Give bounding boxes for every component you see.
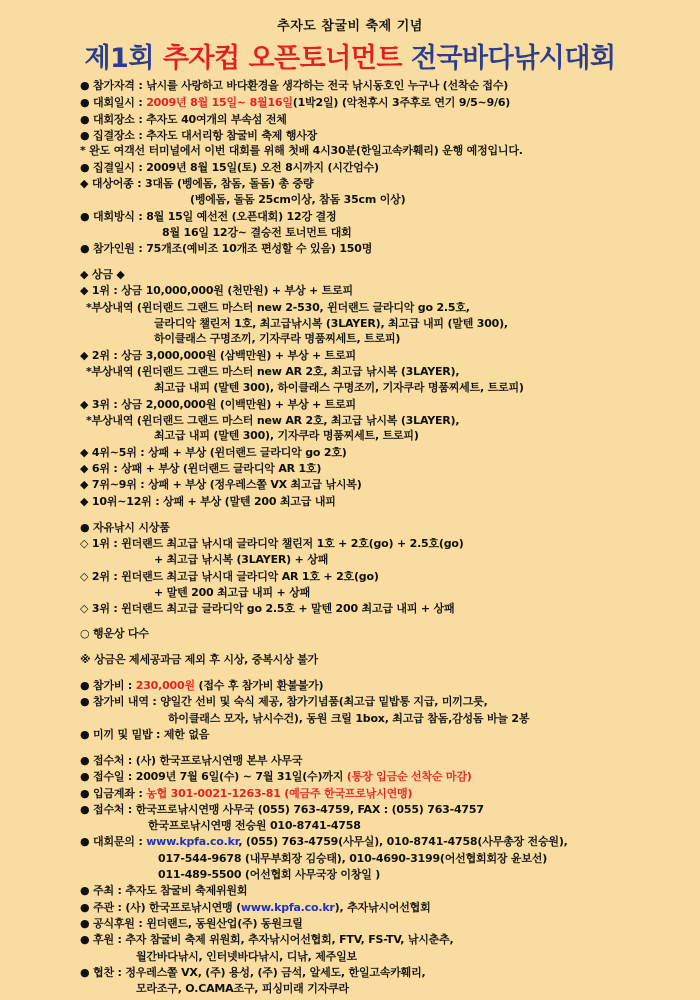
info-line — [154, 428, 419, 444]
info-line-segment: 월간바다낚시, 인터넷바다낚시, 디낚, 제주일보 — [136, 950, 357, 963]
info-line-segment: ◆ 7위~9위 : 상패 + 부상 (정우레스쫄 VX 최고급 낚시복) — [80, 478, 362, 491]
info-line — [80, 494, 336, 510]
info-line-segment: ◆ 4위~5위 : 상패 + 부상 (윈더랜드 글라디악 go 2호) — [80, 446, 347, 459]
info-line — [80, 143, 523, 159]
info-line-segment: *부상내역 (윈더랜드 그랜드 마스터 new AR 2호, 최고급 낚시복 (3LAYER), — [86, 414, 460, 427]
info-line-segment: ● 집결장소 : 추자도 대서리항 참굴비 축제 행사장 — [80, 129, 318, 142]
info-line-segment: ● 참가인원 : 75개조(예비조 10개조 편성할 수 있음) 150명 — [80, 242, 373, 255]
info-line-segment: 017-544-9678 (내무부회장 김승태), 010-4690-3199(어선협회회장 윤보선) — [158, 852, 548, 865]
info-line-segment: ※ 상금은 제세공과금 제외 후 시상, 중복시상 불가 — [80, 653, 318, 666]
info-line-segment: ◆ 3위 : 상금 2,000,000원 (이백만원) + 부상 + 트로피 — [80, 398, 356, 411]
info-line — [80, 128, 317, 144]
info-line — [80, 652, 318, 668]
info-line — [154, 380, 524, 396]
info-line-segment: ● 대회문의 : — [80, 835, 147, 848]
info-line — [80, 78, 508, 94]
title-part-1: 제1회 — [84, 43, 163, 74]
info-line — [80, 727, 209, 743]
info-line-segment: *부상내역 (윈더랜드 그랜드 마스터 new 2-530, 윈더랜드 글라디악 go 2.5호, — [86, 301, 470, 314]
info-line-segment: + 최고급 낚시복 (3LAYER) + 상패 — [154, 553, 329, 566]
info-line-segment: ● 공식후원 : 윈더랜드, 동원산업(주) 동원크릴 — [80, 917, 303, 930]
info-line-segment: 하이클래스 구명조끼, 기자쿠라 명품찌세트, 트로피) — [154, 332, 401, 345]
info-line — [162, 225, 352, 241]
info-line-segment: (1박2일) (악천후시 3주후로 연기 9/5~9/6) — [292, 96, 511, 109]
info-line-segment: 2009년 8월 15일~ 8월16일 — [146, 96, 293, 109]
info-line-segment: ● 협찬 : 정우레스쫄 VX, (주) 용성, (주) 금석, 알세도, 한일고속카훼리, — [80, 966, 426, 979]
info-line — [80, 477, 362, 493]
info-line — [80, 883, 247, 899]
info-line — [80, 834, 568, 850]
info-line-segment: 011-489-5500 (어선협회 사무국장 이창일 ) — [158, 868, 381, 881]
info-line-segment: ◆ 1위 : 상금 10,000,000원 (천만원) + 부상 + 트로피 — [80, 284, 353, 297]
info-line-segment: 최고급 내피 (말텐 300), 하이클래스 구명조끼, 기자쿠라 명품찌세트, 트로피) — [154, 381, 524, 394]
info-line — [80, 283, 353, 299]
info-line-segment: 글라디악 챌린저 1호, 최고급낚시복 (3LAYER), 최고급 내피 (말텐 300), — [154, 317, 508, 330]
info-line — [80, 916, 303, 932]
info-line-segment: , (055) 763-4759(사무실), 010-8741-4758(사무총장 전승원), — [238, 835, 568, 848]
info-line-segment: ● 대회장소 : 추자도 40여개의 부속섬 전체 — [80, 113, 287, 126]
info-line-segment: ● 미끼 및 밑밥 : 제한 없음 — [80, 728, 210, 741]
poster-title — [0, 36, 700, 75]
info-line — [80, 932, 454, 948]
info-line-segment: ◆ 6위 : 상패 + 부상 (윈더랜드 글라디악 AR 1호) — [80, 462, 322, 475]
info-line-segment: (접수 후 참가비 환불불가) — [194, 679, 324, 692]
info-line-segment: ● 주관 : (사) 한국프로낚시연맹 ( — [80, 901, 241, 914]
info-line — [154, 316, 508, 332]
info-line — [154, 585, 310, 601]
info-line — [158, 867, 380, 883]
info-line — [80, 160, 379, 176]
info-line — [80, 209, 336, 225]
info-line — [80, 678, 323, 694]
info-line-segment: ● 접수처 : (사) 한국프로낚시연맹 본부 사무국 — [80, 754, 303, 767]
info-line — [80, 626, 149, 642]
info-line — [154, 552, 328, 568]
title-part-2: 추자컵 오픈토너먼트 — [162, 43, 402, 74]
info-line-segment: ◆ 2위 : 상금 3,000,000원 (삼백만원) + 부상 + 트로피 — [80, 349, 356, 362]
info-line — [80, 536, 464, 552]
info-line — [86, 364, 459, 380]
info-line — [80, 520, 170, 536]
info-line — [80, 900, 431, 916]
info-line — [80, 461, 321, 477]
info-line — [86, 300, 470, 316]
info-line — [80, 769, 472, 785]
info-line-segment: ● 주최 : 추자도 참굴비 축제위원회 — [80, 884, 248, 897]
info-line — [80, 601, 454, 617]
info-line-segment: * 완도 여객선 터미널에서 이번 대회를 위해 첫배 4시30분(한일고속카훼리) 운행 예정입니다. — [80, 144, 523, 157]
info-line — [80, 348, 356, 364]
info-line — [80, 397, 356, 413]
info-line — [80, 112, 287, 128]
info-line-segment: 230,000원 — [135, 679, 195, 692]
info-line-segment: ◆ 상금 ◆ — [80, 268, 125, 281]
info-line-segment: ● 접수일 : 2009년 7월 6일(수) ~ 7월 31일(수)까지 — [80, 770, 347, 783]
info-line — [190, 192, 405, 208]
poster-subtitle: 추자도 참굴비 축제 기념 — [277, 19, 423, 34]
info-line-segment: ● 참가자격 : 낚시를 사랑하고 바다환경을 생각하는 전국 낚시동호인 누구나 (선착순 접수) — [80, 79, 509, 92]
info-line-segment: 하이클래스 모자, 낚시수건), 동원 크릴 1box, 최고급 참돔,감성돔 바늘 2봉 — [168, 712, 530, 725]
info-line-segment: + 말텐 200 최고급 내피 + 상패 — [154, 586, 311, 599]
info-line-segment: ◆ 10위~12위 : 상패 + 부상 (말텐 200 최고급 내피 — [80, 495, 336, 508]
info-line-segment: 8월 16일 12강~ 결승전 토너먼트 대회 — [162, 226, 352, 239]
info-line — [136, 949, 357, 965]
info-line — [168, 711, 529, 727]
info-line — [80, 786, 412, 802]
info-line-segment[interactable]: www.kpfa.co.kr — [146, 835, 239, 848]
info-line-segment[interactable]: www.kpfa.co.kr — [240, 901, 335, 914]
title-part-3: 전국바다낚시대회 — [401, 43, 616, 74]
info-line — [154, 331, 400, 347]
info-line — [158, 851, 547, 867]
info-line-segment: ○ 행운상 다수 — [80, 627, 149, 640]
info-line-segment: ◇ 3위 : 윈더랜드 최고급 글라디악 go 2.5호 + 말텐 200 최고급 내피 + 상패 — [80, 602, 455, 615]
info-line — [86, 413, 459, 429]
info-line-segment: ◇ 2위 : 윈더랜드 최고급 낚시대 글라디악 AR 1호 + 2호(go) — [80, 570, 379, 583]
info-line-segment: ● 참가비 : — [80, 679, 136, 692]
info-line-segment: (통장 입금순 선착순 마감) — [346, 770, 472, 783]
info-line-segment: ● 대회일시 : — [80, 96, 147, 109]
info-line-segment: ● 자유낚시 시상품 — [80, 521, 170, 534]
info-line-segment: ◆ 대상어종 : 3대돔 (벵에돔, 참돔, 돌돔) 총 중량 — [80, 177, 314, 190]
info-line-segment: ), 추자낚시어선협회 — [334, 901, 431, 914]
info-line — [80, 694, 488, 710]
info-line-segment: ● 입금계좌 : — [80, 787, 147, 800]
info-line-segment: ◇ 1위 : 윈더랜드 최고급 낚시대 글라디악 챌린저 1호 + 2호(go) + 2.5호(go) — [80, 537, 464, 550]
info-line — [148, 818, 361, 834]
info-line-segment: ● 참가비 내역 : 양일간 선비 및 숙식 제공, 참가기념품(최고급 밑밥통 지급, 미끼그릇, — [80, 695, 488, 708]
info-line-segment: ● 후원 : 추자 참굴비 축제 위원회, 추자낚시어선협회, FTV, FS-TV, 낚시춘추, — [80, 933, 454, 946]
info-line — [80, 445, 347, 461]
info-line — [80, 965, 426, 981]
info-line-segment: *부상내역 (윈더랜드 그랜드 마스터 new AR 2호, 최고급 낚시복 (3LAYER), — [86, 365, 460, 378]
info-line-segment: ● 접수처 : 한국프로낚시연맹 사무국 (055) 763-4759, FAX : (055) 763-4757 — [80, 803, 484, 816]
info-line — [80, 802, 484, 818]
info-line-segment: 한국프로낚시연맹 전승원 010-8741-4758 — [148, 819, 361, 832]
info-line-segment: ● 집결일시 : 2009년 8월 15일(토) 오전 8시까지 (시간엄수) — [80, 161, 379, 174]
info-line — [80, 241, 372, 257]
info-line-segment: 최고급 내피 (말텐 300), 기자쿠라 명품찌세트, 트로피) — [154, 429, 419, 442]
info-line-segment: 농협 301-0021-1263-81 (예금주 한국프로낚시연맹) — [146, 787, 413, 800]
info-line — [80, 95, 510, 111]
info-line — [80, 753, 302, 769]
info-line — [80, 569, 379, 585]
info-line — [80, 176, 313, 192]
info-line — [80, 267, 125, 283]
info-line-segment: (벵에돔, 돌돔 25cm이상, 참돔 35cm 이상) — [190, 193, 406, 206]
info-line-segment: 모라조구, O.CAMA조구, 피싱미래 기자쿠라 — [136, 982, 349, 995]
info-line — [136, 981, 349, 997]
info-line-segment: ● 대회방식 : 8월 15일 예선전 (오픈대회) 12강 결정 — [80, 210, 337, 223]
